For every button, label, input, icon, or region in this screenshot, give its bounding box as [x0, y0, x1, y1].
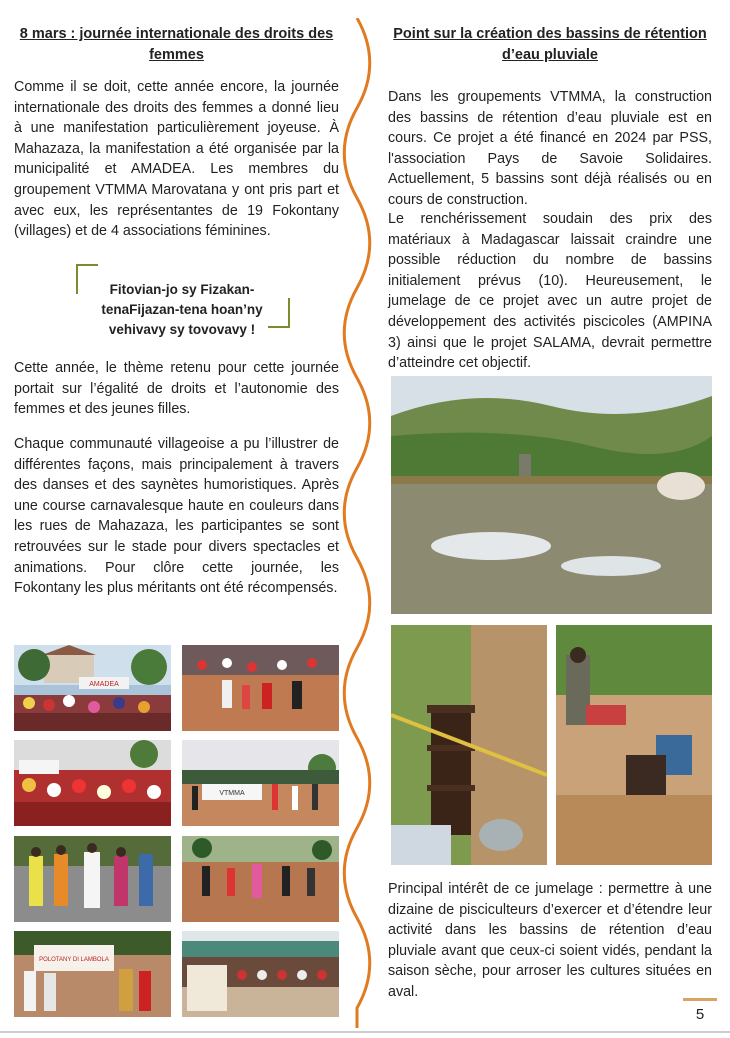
svg-text:POLOTANY DI LAMBOLA: POLOTANY DI LAMBOLA [39, 957, 109, 963]
photo-tent-audience [182, 931, 339, 1017]
pull-quote-text: Fitovian-jo sy Fizakan-tenaFijazan-tena hoan’ny vehivavy sy tovovavy ! [101, 282, 263, 337]
photo-dancers-circle [182, 836, 339, 922]
photo-dancers-field [182, 645, 339, 731]
pull-quote [76, 264, 290, 337]
photo-concrete-formwork [391, 625, 547, 865]
photo-women-walking [14, 836, 171, 922]
svg-text:AMADEA: AMADEA [89, 681, 119, 688]
photo-crowd-banner [14, 645, 171, 731]
photo-banner-women [14, 931, 171, 1017]
photo-crowd-red [14, 740, 171, 826]
right-paragraph-2: Le renchérissement soudain des prix des matériaux à Madagascar laissait craindre une possible réduction du nombre de bassins initialement prévus (10). Heureusement, le jumelage de ce projet avec un autre projet de développement des activités piscicoles (AMPINA 3) ainsi que le projet SALAMA, devrait permettre d’atteindre cet objectif. [388, 211, 712, 372]
photo-workers-building [556, 625, 712, 865]
wavy-divider [340, 18, 374, 1028]
photo-retention-basin [391, 376, 712, 614]
photo-procession-vtmma [182, 740, 339, 826]
right-paragraph-1: Dans les groupements VTMMA, la construction des bassins de rétention d’eau pluviale est en cours. Ce projet a été financé en 2024 par PSS, l'association Pays de Savoie Solidaires. Actuellement, 5 bassins sont déjà réalisés ou en cours de construction. [388, 89, 712, 208]
left-paragraph-2: Cette année, le thème retenu pour cette journée portait sur l’égalité de droits et l’autonomie des femmes et des jeunes filles. [14, 360, 339, 418]
page-number: 5 [695, 1006, 705, 1023]
left-paragraph-1: Comme il se doit, cette année encore, la journée internationale des droits des femmes a donné lieu à une manifestation particulièrement joyeuse. À Mahazaza, la manifestation a été organisée par la municipalité et AMADEA. Les membres du groupement VTMMA Marovatana y ont pris part et avec eux, les représentantes de 19 Fokontany (villages) et de 4 associations féminines. [14, 79, 339, 240]
right-article-title: Point sur la création des bassins de rétention d’eau pluviale [393, 26, 707, 63]
page-number-accent [683, 998, 717, 1001]
page-bottom-border [0, 1031, 730, 1033]
left-paragraph-3: Chaque communauté villageoise a pu l’illustrer de différentes façons, mais principalement à travers des danses et des saynètes humoristiques. Après une course carnavalesque haute en couleurs dans les rues de Mahazaza, les participantes se sont retrouvées sur le stade pour divers spectacles et animations. Pour clôre cette journée, les Fokontany les plus méritants ont été récompensés. [14, 436, 339, 597]
left-article-title: 8 mars : journée internationale des droits des femmes [19, 26, 334, 63]
right-paragraph-3: Principal intérêt de ce jumelage : permettre à une dizaine de pisciculteurs d’exercer et d’étendre leur activité dans les bassins de rétention d’eau pluviale avant que ceux-ci soient vidés, pendant la saison sèche, pour arroser les cultures situées en aval. [388, 881, 712, 1000]
svg-text:VTMMA: VTMMA [219, 790, 245, 797]
